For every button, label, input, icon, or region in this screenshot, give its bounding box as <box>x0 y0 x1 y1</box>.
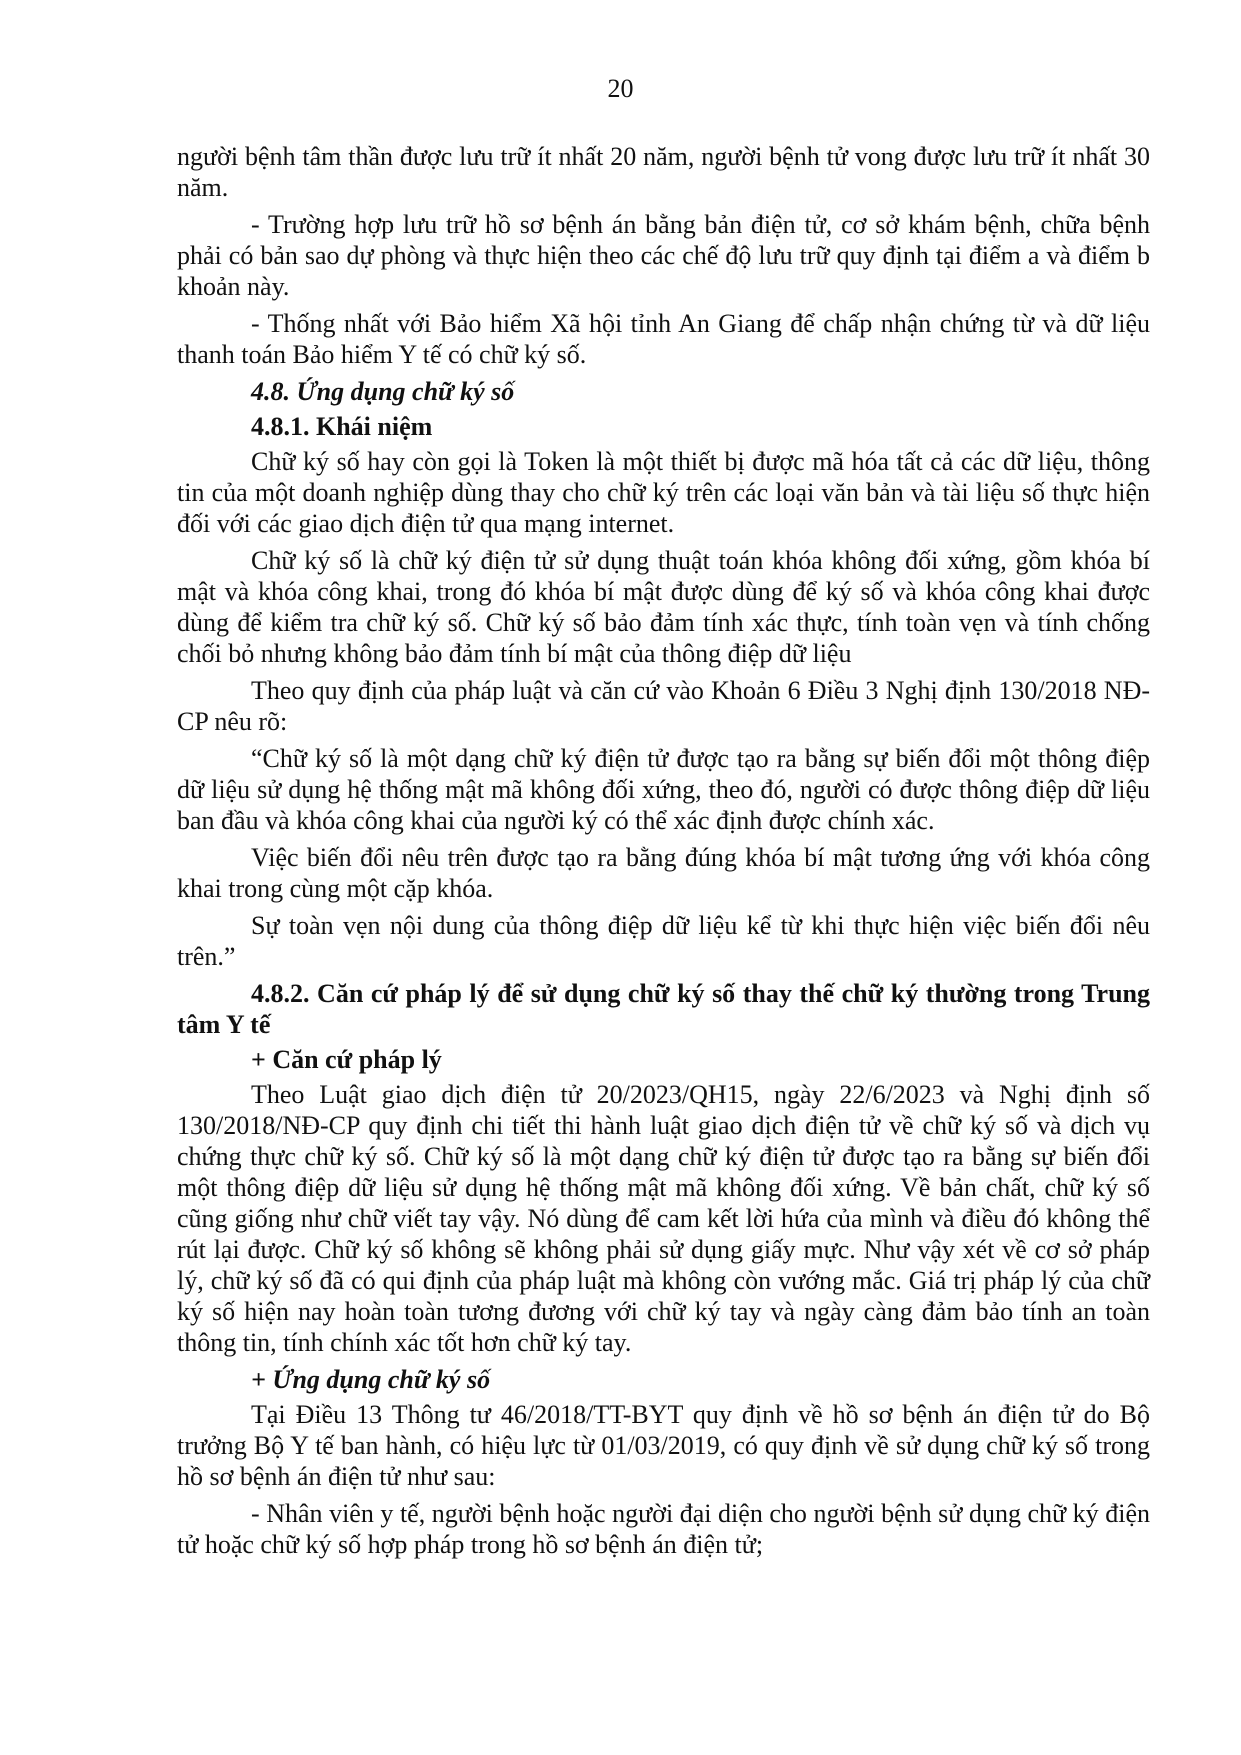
section-heading-4-8-2: 4.8.2. Căn cứ pháp lý để sử dụng chữ ký số thay thế chữ ký thường trong Trung tâm Y tế <box>177 979 1150 1039</box>
page-number: 20 <box>607 74 634 103</box>
paragraph-circular-46: Tại Điều 13 Thông tư 46/2018/TT-BYT quy định về hồ sơ bệnh án điện tử do Bộ trưởng Bộ Y tế ban hành, có hiệu lực từ 01/03/2019, có quy định về sử dụng chữ ký số trong hồ sơ bệnh án điện tử như sau: <box>177 1400 1150 1491</box>
paragraph-electronic-storage: - Trường hợp lưu trữ hồ sơ bệnh án bằng bản điện tử, cơ sở khám bệnh, chữa bệnh phải có bản sao dự phòng và thực hiện theo các chế độ lưu trữ quy định tại điểm a và điểm b khoản này. <box>177 210 1150 301</box>
paragraph-asymmetric-key: Chữ ký số là chữ ký điện tử sử dụng thuật toán khóa không đối xứng, gồm khóa bí mật và khóa công khai, trong đó khóa bí mật được dùng để ký số và khóa công khai được dùng để kiểm tra chữ ký số. Chữ ký số bảo đảm tính xác thực, tính toàn vẹn và tính chống chối bỏ nhưng không bảo đảm tính bí mật của thông điệp dữ liệu <box>177 546 1150 668</box>
subheading-application: + Ứng dụng chữ ký số <box>251 1365 491 1394</box>
paragraph-decree-reference: Theo quy định của pháp luật và căn cứ vào Khoản 6 Điều 3 Nghị định 130/2018 NĐ-CP nêu rõ: <box>177 676 1150 736</box>
paragraph-continuation: người bệnh tâm thần được lưu trữ ít nhất 20 năm, người bệnh tử vong được lưu trữ ít nhất 30 năm. <box>177 142 1150 202</box>
document-body <box>177 141 1150 1566</box>
paragraph-quote-definition: “Chữ ký số là một dạng chữ ký điện tử được tạo ra bằng sự biến đổi một thông điệp dữ liệu sử dụng hệ thống mật mã không đối xứng, theo đó, người có được thông điệp dữ liệu ban đầu và khóa công khai của người ký có thể xác định được chính xác. <box>177 744 1150 835</box>
section-heading-4-8-1: 4.8.1. Khái niệm <box>251 412 433 441</box>
paragraph-token-definition: Chữ ký số hay còn gọi là Token là một thiết bị được mã hóa tất cả các dữ liệu, thông tin của một doanh nghiệp dùng thay cho chữ ký trên các loại văn bản và tài liệu số thực hiện đối với các giao dịch điện tử qua mạng internet. <box>177 447 1150 538</box>
paragraph-social-insurance: - Thống nhất với Bảo hiểm Xã hội tỉnh An Giang để chấp nhận chứng từ và dữ liệu thanh toán Bảo hiểm Y tế có chữ ký số. <box>177 309 1150 369</box>
paragraph-medical-staff: - Nhân viên y tế, người bệnh hoặc người đại diện cho người bệnh sử dụng chữ ký điện tử hoặc chữ ký số hợp pháp trong hồ sơ bệnh án điện tử; <box>177 1499 1150 1559</box>
paragraph-legal-basis: Theo Luật giao dịch điện tử 20/2023/QH15, ngày 22/6/2023 và Nghị định số 130/2018/NĐ-CP quy định chi tiết thi hành luật giao dịch điện tử về chữ ký số và dịch vụ chứng thực chữ ký số. Chữ ký số là một dạng chữ ký điện tử được tạo ra bằng sự biến đổi một thông điệp dữ liệu sử dụng hệ thống mật mã không đối xứng. Về bản chất, chữ ký số cũng giống như chữ viết tay vậy. Nó dùng để cam kết lời hứa của mình và điều đó không thể rút lại được. Chữ ký số không sẽ không phải sử dụng giấy mực. Như vậy xét về cơ sở pháp lý, chữ ký số đã có qui định của pháp luật mà không còn vướng mắc. Giá trị pháp lý của chữ ký số hiện nay hoàn toàn tương đương với chữ ký tay và ngày càng đảm bảo tính an toàn thông tin, tính chính xác tốt hơn chữ ký tay. <box>177 1080 1150 1357</box>
paragraph-quote-integrity: Sự toàn vẹn nội dung của thông điệp dữ liệu kể từ khi thực hiện việc biến đổi nêu trên.” <box>177 911 1150 971</box>
subheading-legal-basis: + Căn cứ pháp lý <box>251 1045 442 1074</box>
section-heading-4-8: 4.8. Ứng dụng chữ ký số <box>251 377 515 406</box>
paragraph-quote-key-pair: Việc biến đổi nêu trên được tạo ra bằng đúng khóa bí mật tương ứng với khóa công khai trong cùng một cặp khóa. <box>177 843 1150 903</box>
